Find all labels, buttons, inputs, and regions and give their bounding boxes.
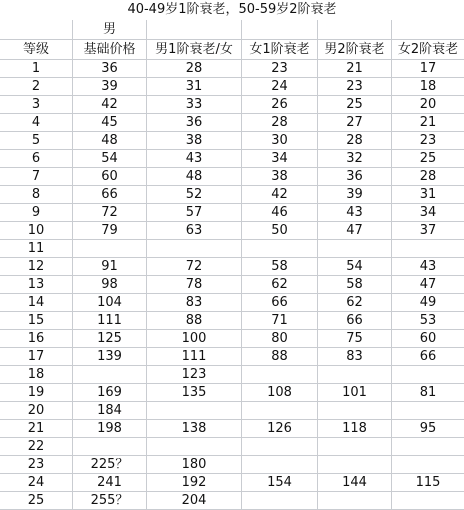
table-row: [0, 114, 464, 132]
table-cell[interactable]: 25: [392, 150, 464, 168]
table-cell[interactable]: 1: [0, 60, 73, 78]
table-cell[interactable]: 27: [318, 114, 392, 132]
table-row: [0, 474, 464, 492]
table-cell[interactable]: 23: [0, 456, 73, 474]
table-cell[interactable]: 23: [318, 78, 392, 96]
table-cell[interactable]: 111: [73, 312, 147, 330]
table-cell[interactable]: 53: [392, 312, 464, 330]
table-row: [0, 150, 464, 168]
table-cell[interactable]: 66: [318, 312, 392, 330]
table-cell[interactable]: [147, 438, 242, 456]
table-cell[interactable]: [73, 240, 147, 258]
table-cell[interactable]: 60: [392, 330, 464, 348]
table-cell[interactable]: 104: [73, 294, 147, 312]
table-cell[interactable]: 126: [242, 420, 318, 438]
table-row: [0, 492, 464, 510]
table-cell[interactable]: [392, 492, 464, 510]
table-cell[interactable]: [392, 438, 464, 456]
table-cell[interactable]: 83: [318, 348, 392, 366]
table-row: [0, 438, 464, 456]
table-cell[interactable]: 63: [147, 222, 242, 240]
table-cell[interactable]: 60: [73, 168, 147, 186]
table-cell[interactable]: 28: [242, 114, 318, 132]
table-cell[interactable]: 18: [392, 78, 464, 96]
table-cell[interactable]: 241: [73, 474, 147, 492]
header-cell[interactable]: [147, 20, 242, 40]
table-cell[interactable]: 52: [147, 186, 242, 204]
table-cell[interactable]: 66: [242, 294, 318, 312]
table-cell[interactable]: 118: [318, 420, 392, 438]
table-cell[interactable]: 49: [392, 294, 464, 312]
table-cell[interactable]: 47: [318, 222, 392, 240]
table-cell[interactable]: 154: [242, 474, 318, 492]
table-cell[interactable]: 22: [0, 438, 73, 456]
table-row: [0, 348, 464, 366]
table-cell[interactable]: 18: [0, 366, 73, 384]
table-cell[interactable]: 28: [392, 168, 464, 186]
table-cell[interactable]: [242, 402, 318, 420]
table-cell[interactable]: 31: [147, 78, 242, 96]
table-cell[interactable]: 9: [0, 204, 73, 222]
table-cell[interactable]: 48: [73, 132, 147, 150]
table-row: [0, 168, 464, 186]
table-cell[interactable]: 180: [147, 456, 242, 474]
table-cell[interactable]: 14: [0, 294, 73, 312]
table-cell[interactable]: [242, 438, 318, 456]
table-cell[interactable]: 95: [392, 420, 464, 438]
table-row: [0, 204, 464, 222]
table-cell[interactable]: 11: [0, 240, 73, 258]
table-cell[interactable]: 19: [0, 384, 73, 402]
header-cell-male-aging-1[interactable]: 男1阶衰老/女: [147, 40, 242, 60]
table-cell[interactable]: 138: [147, 420, 242, 438]
table-cell[interactable]: 88: [242, 348, 318, 366]
table-cell[interactable]: 8: [0, 186, 73, 204]
table-cell[interactable]: 81: [392, 384, 464, 402]
table-cell[interactable]: 50: [242, 222, 318, 240]
table-cell[interactable]: 21: [392, 114, 464, 132]
table-cell[interactable]: 17: [0, 348, 73, 366]
table-cell[interactable]: 47: [392, 276, 464, 294]
table-cell[interactable]: 88: [147, 312, 242, 330]
table-cell[interactable]: 39: [318, 186, 392, 204]
table-cell[interactable]: 198: [73, 420, 147, 438]
table-cell[interactable]: 101: [318, 384, 392, 402]
table-cell[interactable]: 23: [242, 60, 318, 78]
table-cell[interactable]: 25: [0, 492, 73, 510]
table-cell[interactable]: 28: [318, 132, 392, 150]
table-cell[interactable]: [318, 438, 392, 456]
table-row: [0, 384, 464, 402]
table-cell[interactable]: 26: [242, 96, 318, 114]
table-cell[interactable]: 80: [242, 330, 318, 348]
table-row: [0, 330, 464, 348]
table-cell[interactable]: 139: [73, 348, 147, 366]
table-cell[interactable]: 13: [0, 276, 73, 294]
header-cell-male[interactable]: 男: [73, 20, 147, 40]
table-cell[interactable]: 34: [242, 150, 318, 168]
table-cell[interactable]: [242, 492, 318, 510]
table-cell[interactable]: [318, 240, 392, 258]
table-cell[interactable]: 25: [318, 96, 392, 114]
table-cell[interactable]: [318, 492, 392, 510]
table-row: [0, 366, 464, 384]
table-cell[interactable]: [318, 402, 392, 420]
table-cell[interactable]: 28: [147, 60, 242, 78]
header-cell[interactable]: [242, 20, 318, 40]
table-cell[interactable]: 62: [242, 276, 318, 294]
table-cell[interactable]: 45: [73, 114, 147, 132]
table-cell[interactable]: 42: [73, 96, 147, 114]
table-cell[interactable]: 225？: [73, 456, 147, 474]
table-cell[interactable]: 12: [0, 258, 73, 276]
table-cell[interactable]: 23: [392, 132, 464, 150]
header-row-2: [0, 40, 464, 60]
table-cell[interactable]: 7: [0, 168, 73, 186]
table-cell[interactable]: 125: [73, 330, 147, 348]
table-cell[interactable]: 62: [318, 294, 392, 312]
table-cell[interactable]: 57: [147, 204, 242, 222]
table-cell[interactable]: 38: [147, 132, 242, 150]
table-row: [0, 294, 464, 312]
table-cell[interactable]: 123: [147, 366, 242, 384]
table-cell[interactable]: [318, 366, 392, 384]
table-cell[interactable]: 54: [318, 258, 392, 276]
table-cell[interactable]: 71: [242, 312, 318, 330]
sheet-title[interactable]: 40-49岁1阶衰老，50-59岁2阶衰老: [127, 2, 337, 17]
table-cell[interactable]: 78: [147, 276, 242, 294]
table-row: [0, 402, 464, 420]
table-cell[interactable]: 5: [0, 132, 73, 150]
table-cell[interactable]: 66: [73, 186, 147, 204]
table-cell[interactable]: 192: [147, 474, 242, 492]
title-row: [0, 0, 464, 20]
table-cell[interactable]: 98: [73, 276, 147, 294]
table-row: [0, 222, 464, 240]
table-cell[interactable]: 255？: [73, 492, 147, 510]
table-cell[interactable]: 4: [0, 114, 73, 132]
table-cell[interactable]: 204: [147, 492, 242, 510]
table-row: [0, 276, 464, 294]
table-row: [0, 132, 464, 150]
table-row: [0, 96, 464, 114]
table-cell[interactable]: 6: [0, 150, 73, 168]
table-row: [0, 240, 464, 258]
table-cell[interactable]: 72: [147, 258, 242, 276]
table-cell[interactable]: 31: [392, 186, 464, 204]
header-cell-level[interactable]: 等级: [0, 40, 73, 60]
table-row: [0, 420, 464, 438]
header-cell[interactable]: [392, 20, 464, 40]
table-cell[interactable]: [392, 402, 464, 420]
table-cell[interactable]: 33: [147, 96, 242, 114]
header-cell-female-aging-2[interactable]: 女2阶衰老: [392, 40, 464, 60]
table-cell[interactable]: 3: [0, 96, 73, 114]
table-cell[interactable]: 46: [242, 204, 318, 222]
table-cell[interactable]: [392, 240, 464, 258]
table-cell[interactable]: 34: [392, 204, 464, 222]
table-cell[interactable]: [73, 366, 147, 384]
table-cell[interactable]: 10: [0, 222, 73, 240]
table-cell[interactable]: [392, 456, 464, 474]
table-cell[interactable]: 21: [0, 420, 73, 438]
table-cell[interactable]: 54: [73, 150, 147, 168]
table-cell[interactable]: 24: [0, 474, 73, 492]
table-cell[interactable]: 36: [318, 168, 392, 186]
table-cell[interactable]: [242, 456, 318, 474]
table-cell[interactable]: 36: [147, 114, 242, 132]
table-cell[interactable]: 144: [318, 474, 392, 492]
table-cell[interactable]: 75: [318, 330, 392, 348]
table-cell[interactable]: 108: [242, 384, 318, 402]
table-cell[interactable]: 38: [242, 168, 318, 186]
table-row: [0, 186, 464, 204]
table-cell[interactable]: 30: [242, 132, 318, 150]
table-cell[interactable]: [73, 438, 147, 456]
table-row: [0, 312, 464, 330]
table-cell[interactable]: 42: [242, 186, 318, 204]
table-row: [0, 78, 464, 96]
table-cell[interactable]: [147, 402, 242, 420]
table-cell[interactable]: 169: [73, 384, 147, 402]
header-cell-male-aging-2[interactable]: 男2阶衰老: [318, 40, 392, 60]
table-cell[interactable]: 72: [73, 204, 147, 222]
table-cell[interactable]: 83: [147, 294, 242, 312]
table-cell[interactable]: 91: [73, 258, 147, 276]
table-cell[interactable]: 79: [73, 222, 147, 240]
table-cell[interactable]: 21: [318, 60, 392, 78]
header-cell[interactable]: [318, 20, 392, 40]
table-row: [0, 258, 464, 276]
header-row-1: [0, 20, 464, 40]
header-cell-base-price[interactable]: 基础价格: [73, 40, 147, 60]
table-cell[interactable]: 15: [0, 312, 73, 330]
table-cell[interactable]: 135: [147, 384, 242, 402]
table-cell[interactable]: [392, 366, 464, 384]
table-cell[interactable]: 20: [0, 402, 73, 420]
table-cell[interactable]: 24: [242, 78, 318, 96]
table-cell[interactable]: 17: [392, 60, 464, 78]
table-cell[interactable]: [242, 366, 318, 384]
table-cell[interactable]: 43: [147, 150, 242, 168]
table-cell[interactable]: 66: [392, 348, 464, 366]
table-cell[interactable]: 37: [392, 222, 464, 240]
table-cell[interactable]: [242, 240, 318, 258]
table-cell[interactable]: 48: [147, 168, 242, 186]
table-cell[interactable]: 100: [147, 330, 242, 348]
table-cell[interactable]: 39: [73, 78, 147, 96]
table-cell[interactable]: 36: [73, 60, 147, 78]
table-cell[interactable]: 16: [0, 330, 73, 348]
table-cell[interactable]: 2: [0, 78, 73, 96]
table-cell[interactable]: 20: [392, 96, 464, 114]
table-cell[interactable]: 43: [392, 258, 464, 276]
table-cell[interactable]: 58: [318, 276, 392, 294]
table-cell[interactable]: 115: [392, 474, 464, 492]
header-cell-female-aging-1[interactable]: 女1阶衰老: [242, 40, 318, 60]
table-cell[interactable]: 32: [318, 150, 392, 168]
header-cell[interactable]: [0, 20, 73, 40]
table-cell[interactable]: 111: [147, 348, 242, 366]
table-cell[interactable]: 58: [242, 258, 318, 276]
table-row: [0, 456, 464, 474]
table-cell[interactable]: [147, 240, 242, 258]
table-cell[interactable]: [318, 456, 392, 474]
table-row: [0, 60, 464, 78]
table-cell[interactable]: 43: [318, 204, 392, 222]
table-cell[interactable]: 184: [73, 402, 147, 420]
